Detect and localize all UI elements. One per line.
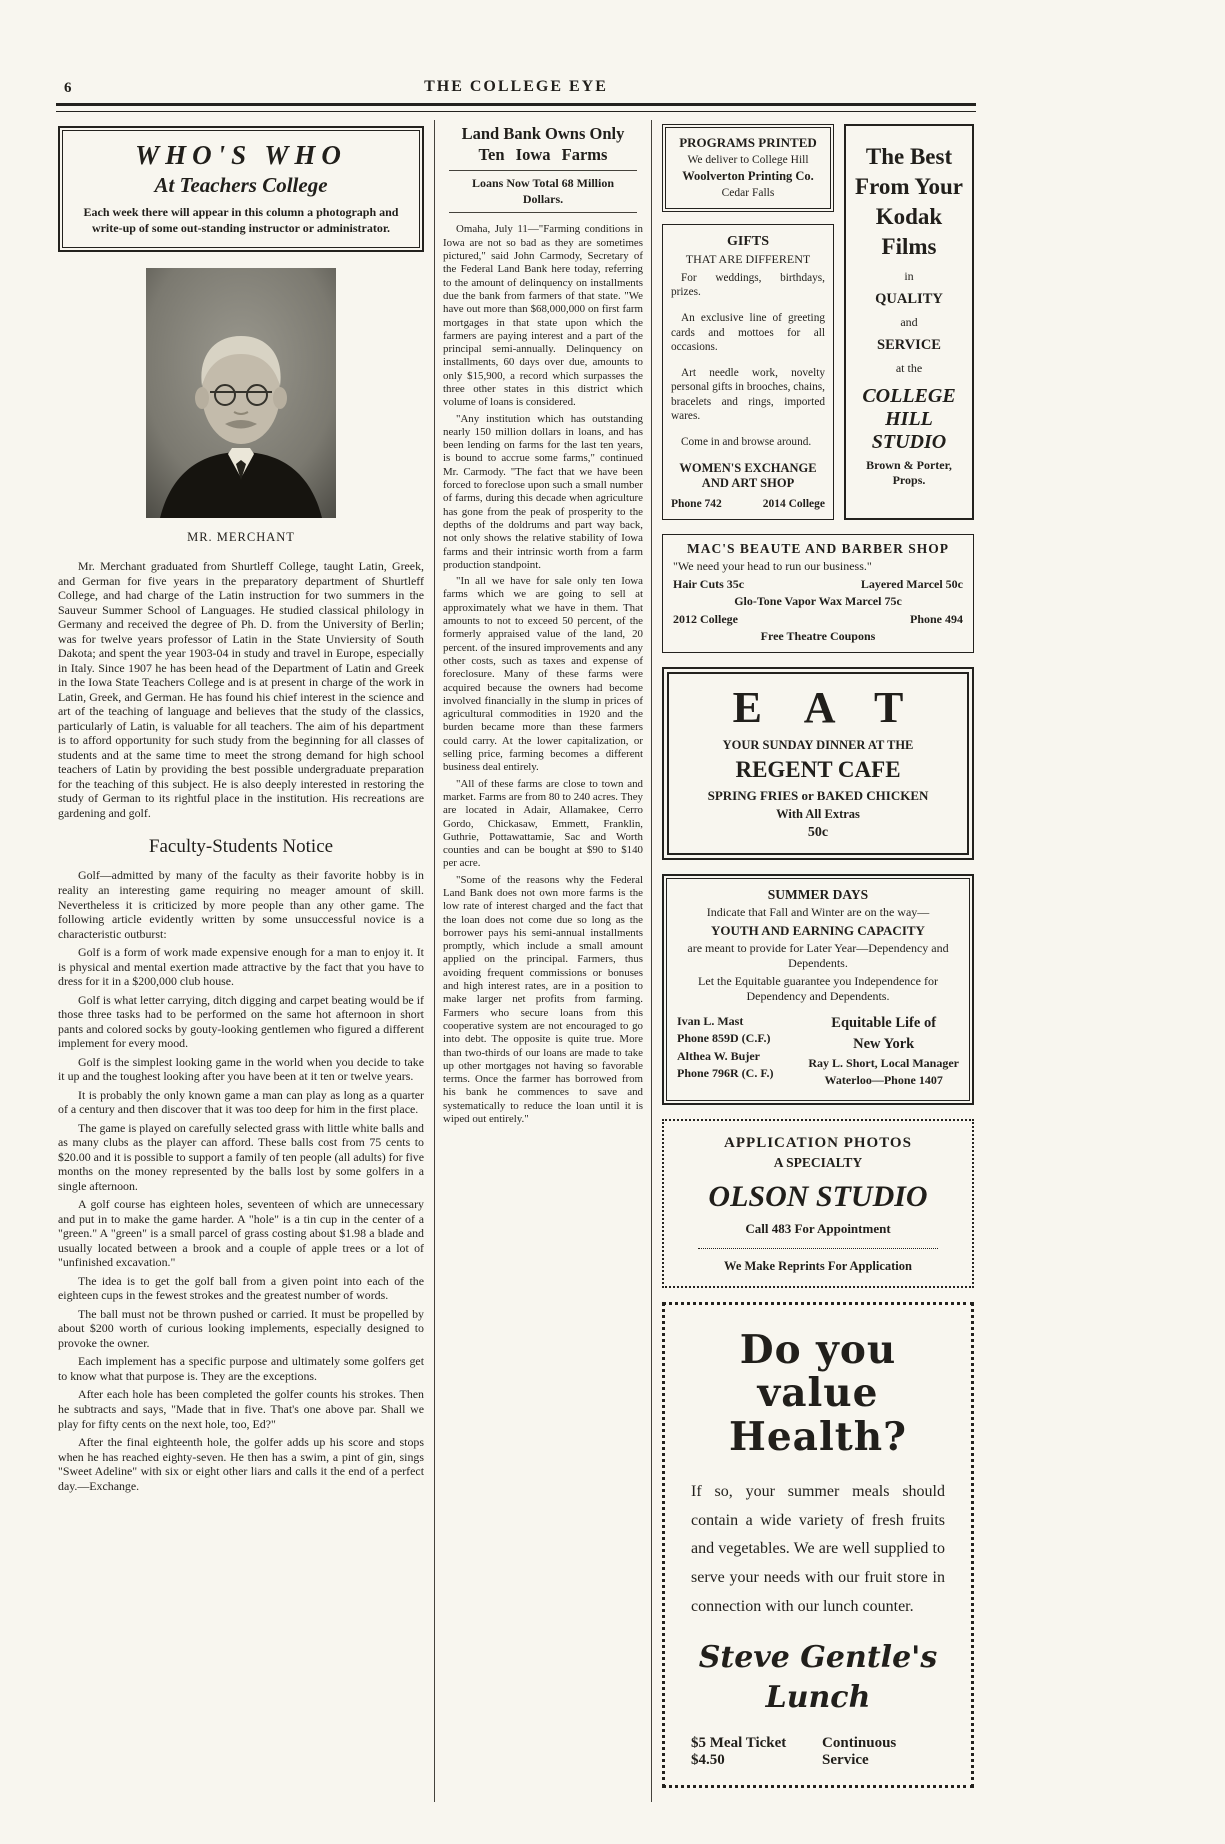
kodak-studio-name [854,385,964,454]
golf-paragraph: It is probably the only known game a man can play as long as a quarter of a century and then discover that it was too deep for him in the first place. [58,1087,424,1117]
lunch-counter-name [691,1638,945,1719]
kodak-connector: and [900,314,918,329]
olson-ad-line: APPLICATION PHOTOS [724,1134,912,1151]
macs-ad-footer: Free Theatre Coupons [760,628,876,643]
whos-who-title: WHO'S WHO [135,140,347,170]
macs-ad-phone: Phone 494 [909,611,963,626]
macs-ad-address: 2012 College [673,611,738,626]
equitable-ad-line: YOUTH AND EARNING CAPACITY [711,922,925,938]
macs-barber-shop-ad [662,534,974,653]
programs-ad-city: Cedar Falls [721,187,775,199]
faculty-notice-heading: Faculty-Students Notice [148,836,334,858]
programs-ad-line: We deliver to College Hill [687,154,809,166]
olson-ad-line: Call 483 For Appointment [745,1220,891,1236]
equitable-ad-title: SUMMER DAYS [767,886,869,902]
regent-ad-line: With All Extras [776,806,860,821]
macs-ad-tagline: "We need your head to run our business." [673,558,872,573]
golf-paragraph: The ball must not be thrown pushed or carried. It must be propelled by about $200 worth of curious looking implements, especially designed to provoke the owner. [58,1306,424,1350]
gifts-ad-paragraph: Come in and browse around. [681,435,812,448]
gifts-ad [662,224,834,520]
whos-who-subtitle: At Teachers College [154,173,328,197]
regent-eat-headline: EAT [732,682,946,732]
land-bank-paragraph: "Some of the reasons why the Federal Land Bank does not own more farms is the low rate of interest charged and the fact that the loan does not come due so long as the borrower pays his semi-annual installments promptly, which include a small amount applied on the principal. Farmers, thus avoiding frequent commissions or bonuses and high interest rates, are in a position to make larger net profits from farming. Farmers who secure loans from this cooperative system are not encouraged to go into debt. The opposite is quite true. More than two-thirds of our loans are made to take up other mortgages not having so favorable terms. Once the farmer has borrowed from his bank he commences to save and systematically to reduce the loan until it is wiped out entirely." [443,873,643,1126]
golf-paragraph: Golf is a form of work made expensive enough for a man to enjoy it. It is physical and mental exertion made attractive by the fact that you have to dress for it in a $200,000 club house. [58,945,424,989]
equitable-agents [677,1013,774,1090]
lunch-name-line: Steve Gentle's [698,1639,938,1675]
kodak-ad-headline [854,142,964,262]
agent-phone: Phone 859D (C.F.) [677,1031,771,1046]
masthead [56,78,976,100]
agent-name: Ivan L. Mast [677,1013,744,1028]
whos-who-box-inner [62,130,420,248]
page-content [56,78,976,1802]
gifts-ad-paragraph: For weddings, birthdays, prizes. [671,272,825,299]
land-bank-headline [443,124,643,165]
land-bank-paragraph: "In all we have for sale only ten Iowa farms which we are going to sell at approximately what we have in them. That amounts to not to exceed 50 percent, of the formerly appraised value of the land, 20 percent. of the insured improvements and any other costs, such as taxes and expense of foreclosure. Many of these farms were acquired because the owners had become involved financially in the slump in prices of agricultural commodities in 1920 and the burden became more than these farmers could carry. At the lower capitalization, or selling price, farming becomes a different business deal entirely. [443,575,643,774]
land-bank-paragraph: "Any institution which has outstanding nearly 150 million dollars in loans, and has been lending on farms for the last ten years, is bound to accrue some farms," continued Mr. Carmody. "The fact that we have been forced to foreclose upon such a small number of farms, during this decade when agriculture has gone from the peak of prosperity to the depths of the doldrums and part way back, not only shows the relative stability of Iowa farms and their intrinsic worth from a farm production standpoint. [443,412,643,571]
macs-ad-item: Layered Marcel 50c [860,576,963,591]
regent-eat-wrap [677,682,959,732]
subhead-rule [449,212,637,213]
agent-phone: Phone 796R (C. F.) [677,1066,774,1081]
equitable-ad-columns [677,1013,959,1090]
regent-ad-inner [667,672,969,855]
ad-subcolumn [662,124,834,520]
merchant-article: Mr. Merchant graduated from Shurtleff College, taught Latin, Greek, and German for five years in the preparatory department of Shurtleff College, and had charge of the Latin instruction for two summers in the Sauveur Summer School of Languages. He studied classical philology in Germany and received the degree of Ph. D. from the University of Berlin; was for twelve years professor of Latin in the State Unviersity of South Dakota; and spent the year 1903-04 in study and travel in Europe, especially in Italy. Since 1907 he has been head of the Department of Latin and Greek in the Iowa State Teachers College and is at present in charge of the work in Latin, Greek, and German. He has found his chief interest in the science and art of the teaching of language and believes that the study of the classics, particularly of Latin, is valuable for all teachers. The aim of his department is to afford opportunity for such study from the beginning for all classes of students and at the same time to meet the strong demand for high school teachers of Latin by providing the best possible undergraduate preparation for the teaching of this subject. He is also deeply interested in restoring the study of German to its rightful place in the institution. His recreations are gardening and golf. [58,559,424,820]
golf-paragraph: Each implement has a specific purpose and ultimately some golfers get to know what that purpose is. They are the exceptions. [58,1354,424,1383]
olson-ad-line: A SPECIALTY [773,1154,863,1170]
equitable-life-ad [662,874,974,1105]
kodak-service: SERVICE [877,336,941,353]
kodak-connector: at the [895,360,923,375]
golf-paragraph: Golf is the simplest looking game in the world when you decide to take it up and the toughest looking after you have been at it ten or twelve years. [58,1054,424,1084]
golf-paragraph: After each hole has been completed the golfer counts his strokes. Then he subtracts and says, "Made that in five. That's one above par. Shall we play for fifty cents on the next hole, too, Ed?" [58,1387,424,1431]
programs-ad-company: Woolverton Printing Co. [682,169,814,183]
lunch-name-line: Lunch [765,1680,871,1716]
company-name-line: New York [853,1035,915,1052]
manager-phone: Waterloo—Phone 1407 [824,1073,943,1088]
continuous-service-label: Continuous Service [822,1734,897,1768]
regent-cafe-name: REGENT CAFE [735,756,901,782]
left-column [56,120,434,1802]
meal-ticket-offer: $5 Meal Ticket $4.50 [691,1734,787,1768]
golf-paragraph: After the final eighteenth hole, the golfer adds up his score and stops when he has reached eighty-seven. He then has a swim, a pint of gin, sings "Sweet Adeline" with six or eight other liars and calls it the end of a perfect day.—Exchange. [58,1435,424,1493]
health-headline-line: Do you value [739,1326,897,1417]
land-bank-article [443,223,643,1126]
health-ad-headline [691,1326,945,1461]
studio-name-line: COLLEGE HILL [862,384,956,430]
land-bank-paragraph: "All of these farms are close to town and market. Farms are from 80 to 240 acres. They are located in Adair, Allamakee, Cerro Gordo, Chickasaw, Emmett, Franklin, Guthrie, Pottawattamie, Sac and Worth counties and can be bought at $90 to $140 per acre. [443,777,643,870]
portrait-image [146,268,336,518]
gifts-ad-title: GIFTS [726,234,769,249]
olson-studio-name: OLSON STUDIO [708,1179,928,1213]
shop-name-line-2: AND ART SHOP [701,476,795,491]
page-number: 6 [64,80,72,96]
headline-rule [449,170,637,171]
macs-ad-title: MAC'S BEAUTE AND BARBER SHOP [686,540,950,556]
gifts-ad-paragraph: Art needle work, novelty personal gifts in brooches, chains, bracelets and rings, imported wares. [671,366,825,423]
golf-paragraph: Golf is what letter carrying, ditch digging and carpet beating would be if those three tasks had to be performed on the same hot afternoon in short pants and colored socks by gouty-looking gentlemen who figured a different implement for every mood. [58,992,424,1051]
equitable-ad-inner [666,878,970,1101]
gifts-ad-contact-row [671,498,825,510]
gifts-ad-address: 2014 College [762,497,825,510]
studio-name-line: STUDIO [871,430,947,453]
macs-ad-price-row [673,577,963,592]
olson-ad-line: We Make Reprints For Application [724,1258,912,1273]
kodak-proprietors: Brown & Porter, Props. [866,457,952,487]
ad-row-top [662,124,974,520]
middle-column [435,120,651,1802]
regent-cafe-ad [662,667,974,860]
golf-paragraph: A golf course has eighteen holes, seventeen of which are unnecessary and put in to make the game harder. A "hole" is a tin cup in the center of a "green." A "green" is a small parcel of grass costing about $1.98 a blade and usually located between a brook and a couple of apple trees or a lot of "unfinished excavation." [58,1197,424,1270]
health-headline-line: Health? [729,1414,907,1461]
portrait-photo [146,268,336,518]
regent-ad-line: SPRING FRIES or BAKED CHICKEN [707,787,929,803]
headline-line-2: Ten Iowa Farms [478,144,608,164]
equitable-company [808,1013,959,1090]
kodak-quality: QUALITY [875,290,943,307]
photo-caption: MR. MERCHANT [187,530,295,545]
whos-who-blurb: Each week there will appear in this column a photograph and write-up of some out-standing instructor or administrator. [83,205,399,235]
equitable-ad-line: are meant to provide for Later Year—Dependency and Dependents. [687,940,949,971]
steve-gentles-lunch-ad [662,1302,974,1788]
company-name-line: Equitable Life of [831,1014,937,1031]
macs-ad-item: Hair Cuts 35c [673,576,745,591]
regent-ad-price: 50c [807,824,829,840]
equitable-ad-line: Indicate that Fall and Winter are on the way— [706,904,930,919]
headline-line-1: Land Bank Owns Only [461,124,625,143]
gifts-ad-paragraph: An exclusive line of greeting cards and mottoes for all occasions. [671,312,825,354]
agent-name: Althea W. Bujer [677,1048,761,1063]
gifts-ad-subtitle: THAT ARE DIFFERENT [685,252,811,266]
land-bank-paragraph: Omaha, July 11—"Farming conditions in Iowa are not so bad as they are sometimes pictured," said John Carmody, Secretary of the Federal Land Bank here today, referring to the amount of delinquency on installments due the bank from farmers of that state. "We have out more than $68,000,000 on first farm mortgages in that state upon which the farmers are paying interest and a part of the principal semi-annually. Delinquency on installments, 60 days over due, amounts to only $15,900, a record which surpasses the three other states in this district which volume of loans is considered. [443,223,643,409]
shop-name-line-1: WOMEN'S EXCHANGE [679,460,817,475]
health-ad-footer [691,1735,945,1769]
kodak-line: From Your [855,173,963,199]
golf-paragraph: The game is played on carefully selected grass with little white balls and as many clubs as the player can afford. These balls cost from 75 cents to $20.00 and it is possible to support a family of ten people (all adults) for five months on the money represented by the balls lost by some golfers in a single afternoon. [58,1120,424,1193]
regent-ad-line: YOUR SUNDAY DINNER AT THE [722,737,914,752]
kodak-line: The Best [865,144,953,169]
programs-ad-title: PROGRAMS PRINTED [679,135,817,150]
programs-printed-ad [662,124,834,212]
equitable-ad-line: Let the Equitable guarantee you Independence for Dependency and Dependents. [698,973,938,1004]
gifts-ad-shop-name [671,461,825,492]
golf-paragraph: The idea is to get the golf ball from a given point into each of the eighteen cups in the fewest strokes and the greatest number of words. [58,1273,424,1303]
olson-ad-divider [698,1248,938,1249]
golf-paragraph: Golf—admitted by many of the faculty as their favorite hobby is in reality an interesting game requiring no meager amount of skill. Nevertheless it is criticized by more people than any other game. The following article evidently written by some unsuccessful novice is a characteristic outburst: [58,868,424,941]
land-bank-subhead: Loans Now Total 68 Million Dollars. [471,176,615,206]
manager-name: Ray L. Short, Local Manager [808,1055,959,1070]
kodak-line: Kodak Films [875,203,943,259]
right-column [652,120,976,1802]
olson-studio-ad [662,1119,974,1288]
health-ad-body: If so, your summer meals should contain a wide variety of fresh fruits and vegetables. We are well supplied to serve your needs with our fruit store in connection with our lunch counter. [691,1482,945,1615]
programs-ad-inner [665,127,831,209]
whos-who-box [58,126,424,252]
macs-ad-contact-row [673,612,963,627]
macs-ad-item: Glo-Tone Vapor Wax Marcel 75c [734,593,902,608]
column-layout [56,120,976,1802]
kodak-connector: in [904,268,914,283]
gifts-ad-phone: Phone 742 [671,497,722,510]
masthead-rule [56,103,976,112]
kodak-studio-ad [844,124,974,520]
masthead-title: THE COLLEGE EYE [424,78,608,95]
